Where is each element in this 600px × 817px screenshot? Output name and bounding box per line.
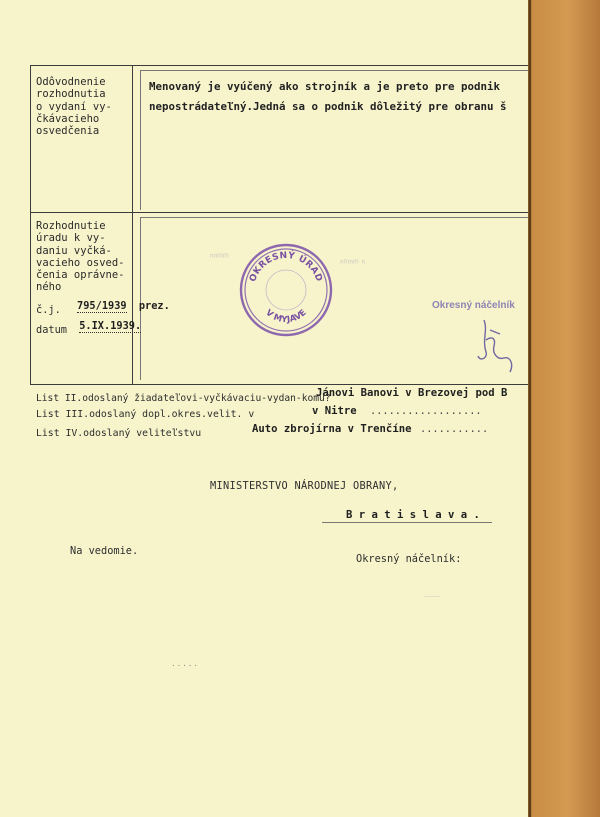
folder-edge-shadow <box>529 0 531 817</box>
faint-mark: ⁿⁿᵐᵐ <box>210 252 229 263</box>
faint-mark: ⁿᵐⁿᵐ ⁿ <box>340 258 366 269</box>
text-box2-left <box>140 217 141 380</box>
list-ii-value: Jánovi Banovi v Brezovej pod B <box>316 387 508 399</box>
reference-number-suffix: prez. <box>138 300 170 312</box>
reference-number-value: 795/1939 <box>77 300 127 312</box>
text-box-top <box>140 70 530 71</box>
faint-mark: ˉˉˉˉˉ <box>424 595 441 606</box>
table-bottom-border <box>30 384 530 385</box>
list-iv-dots: ........... <box>420 423 489 435</box>
list-ii-label: List II.odoslaný žiadateľovi-vyčkávaciu-vydan-komu? <box>36 393 331 404</box>
table-column-divider <box>132 65 133 385</box>
addressee-line-1: MINISTERSTVO NÁRODNEJ OBRANY, <box>210 480 399 492</box>
list-iv-label: List IV.odoslaný veliteľstvu <box>36 428 202 439</box>
justification-text-line-1: Menovaný je vyúčený ako strojník a je preto pre podnik <box>149 80 501 93</box>
addressee-line-2: B r a t i s l a v a . <box>346 509 480 521</box>
reference-number-row: č.j. 795/1939 prez. <box>36 300 170 316</box>
list-iii-dots: .................. <box>370 405 482 417</box>
na-vedomie: Na vedomie. <box>70 545 139 557</box>
decision-label: Rozhodnutie úradu k vy- daniu vyčká- vacieho osved- čenia oprávne- ného <box>36 220 125 294</box>
list-iii-value: v Nitre <box>312 405 357 417</box>
text-box2-top <box>140 217 530 218</box>
list-iii-label: List III.odoslaný dopl.okres.velit. v <box>36 409 255 420</box>
date-value: 5.IX.1939. <box>79 320 142 332</box>
table-left-border <box>30 65 31 385</box>
official-stamp <box>238 242 334 338</box>
table-row-divider <box>30 212 530 213</box>
text-box-left <box>140 70 141 210</box>
table-top-border <box>30 65 530 66</box>
svg-text:V MYJAVE <box>263 308 308 325</box>
addressee-underline <box>322 522 492 523</box>
handwritten-signature <box>470 300 520 380</box>
faint-mark: . . . . . <box>172 658 198 669</box>
justification-text-line-2: nepostrádateľný.Jedná sa o podnik dôležitý pre obranu š <box>149 100 507 113</box>
justification-label: Odôvodnenie rozhodnutia o vydaní vy- čkávacieho osvedčenia <box>36 76 112 138</box>
folder-edge <box>528 0 600 817</box>
date-row: datum 5.IX.1939. <box>36 320 142 336</box>
stamp-bottom-text: V MYJAVE <box>263 307 309 326</box>
list-iv-value: Auto zbrojírna v Trenčíne <box>252 423 412 435</box>
stamp-top-text: OKRESNÝ ÚRAD <box>248 250 324 284</box>
district-chief-label: Okresný náčelník: <box>356 553 462 565</box>
signature-caption: Okresný náčelník <box>432 300 515 311</box>
list-ii-row <box>36 392 331 404</box>
